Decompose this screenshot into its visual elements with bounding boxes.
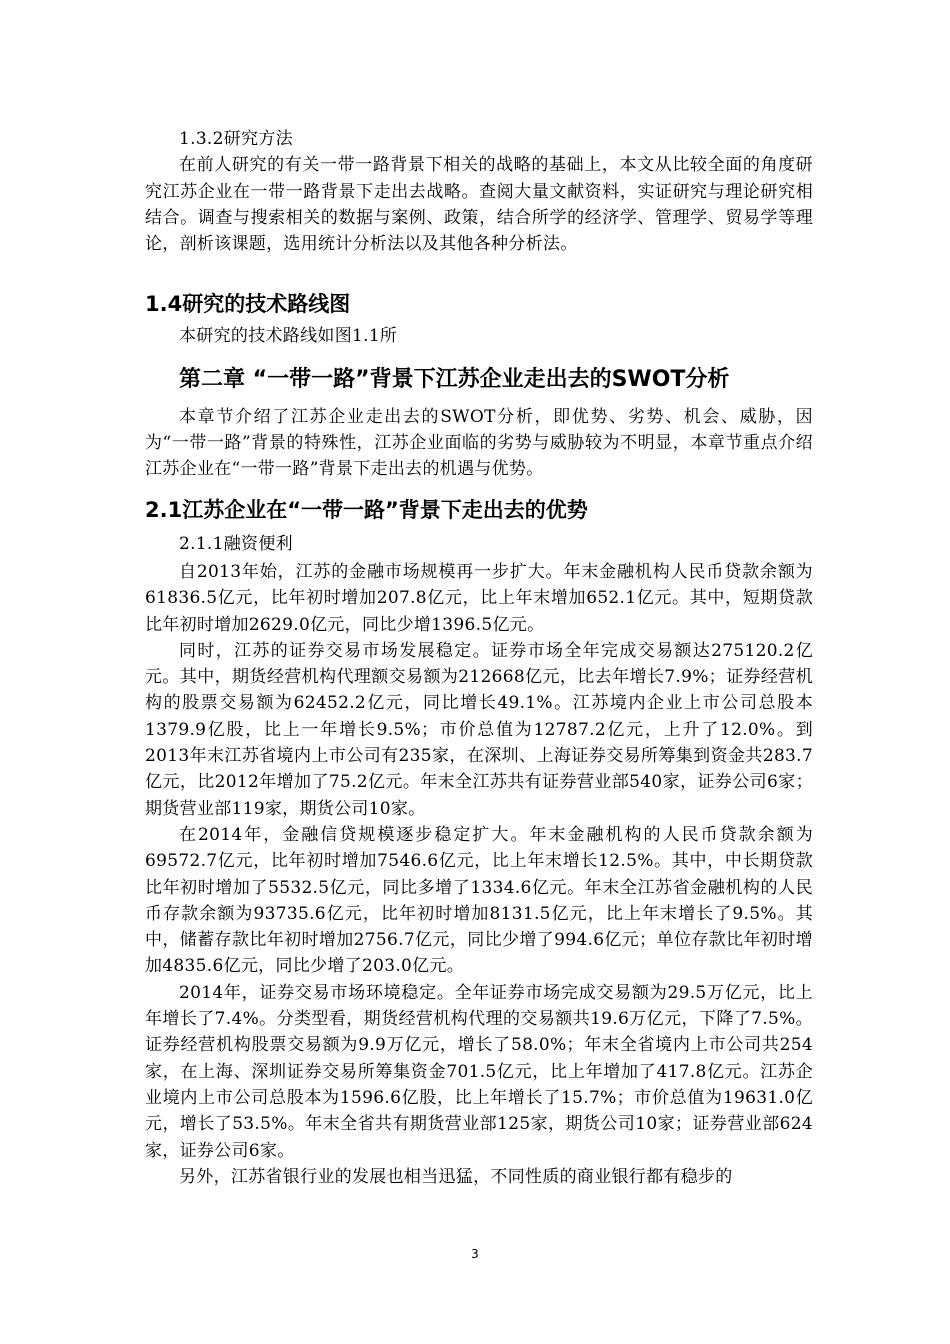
page-content [145,126,813,1190]
body-paragraph: 在2014年，金融信贷规模逐步稳定扩大。年末金融机构的人民币贷款余额为69572.7亿元，比年初时增加7546.6亿元，比上年末增长12.5%。其中，中长期贷款比年初时增加了5532.5亿元，同比多增了1334.6亿元。年末全江苏省金融机构的人民币存款余额为93735.6亿元，比年初时增加8131.5亿元，比上年末增长了9.5%。其中，储蓄存款比年初时增加2756.7亿元，同比少增了994.6亿元；单位存款比年初时增加4835.6亿元，同比少增了203.0亿元。 [145,824,813,977]
body-paragraph: 另外，江苏省银行业的发展也相当迅猛，不同性质的商业银行都有稳步的 [179,1166,733,1187]
chapter-2-intro-paragraph: 本章节介绍了江苏企业走出去的SWOT分析，即优势、劣势、机会、威胁，因为“一带一路”背景的特殊性，江苏企业面临的劣势与威胁较为不明显，本章节重点介绍江苏企业在“一带一路”背景下走出去的机遇与优势。 [145,406,813,480]
chapter-2-heading: 第二章 “一带一路”背景下江苏企业走出去的SWOT分析 [179,366,730,392]
section-2-1-heading: 2.1江苏企业在“一带一路”背景下走出去的优势 [145,497,588,522]
body-paragraph: 2014年，证券交易市场环境稳定。全年证券市场完成交易额为29.5万亿元，比上年增长了7.4%。分类型看，期货经营机构代理的交易额共19.6万亿元，下降了7.5%。证券经营机构股票交易额为9.9万亿元，增长了58.0%；年末全省境内上市公司共254家，在上海、深圳证券交易所筹集资金701.5亿元，比上年增加了417.8亿元。江苏企业境内上市公司总股本为1596.6亿股，比上年增长了15.7%；市价总值为19631.0亿元，增长了53.5%。年末全省共有期货营业部125家，期货公司10家；证券营业部624家，证券公司6家。 [145,982,813,1161]
body-paragraph: 同时，江苏的证券交易市场发展稳定。证券市场全年完成交易额达275120.2亿元。其中，期货经营机构代理额交易额为212668亿元，比去年增长7.9%；证券经营机构的股票交易额为62452.2亿元，同比增长49.1%。江苏境内企业上市公司总股本1379.9亿股，比上一年增长9.5%；市价总值为12787.2亿元，上升了12.0%。到2013年末江苏省境内上市公司有235家，在深圳、上海证券交易所筹集到资金共283.7亿元，比2012年增加了75.2亿元。年末全江苏共有证券营业部540家，证券公司6家；期货营业部119家，期货公司10家。 [145,640,813,819]
page-number: 3 [471,1247,479,1261]
section-1-3-2-paragraph: 在前人研究的有关一带一路背景下相关的战略的基础上，本文从比较全面的角度研究江苏企业在一带一路背景下走出去战略。查阅大量文献资料，实证研究与理论研究相结合。调查与搜索相关的数据与案例、政策，结合所学的经济学、管理学、贸易学等理论，剖析该课题，选用统计分析法以及其他各种分析法。 [145,155,813,255]
spacer [145,257,813,289]
section-1-4-heading: 1.4研究的技术路线图 [145,292,351,317]
section-1-3-2-title: 1.3.2研究方法 [179,129,293,149]
body-paragraph: 自2013年始，江苏的金融市场规模再一步扩大。年末金融机构人民币贷款余额为61836.5亿元，比年初时增加207.8亿元，比上年末增加652.1亿元。其中，短期贷款比年初时增加2629.0亿元，同比少增1396.5亿元。 [145,561,813,635]
section-1-4-paragraph: 本研究的技术路线如图1.1所 [179,326,398,347]
section-2-1-1-title: 2.1.1融资便利 [179,533,293,554]
